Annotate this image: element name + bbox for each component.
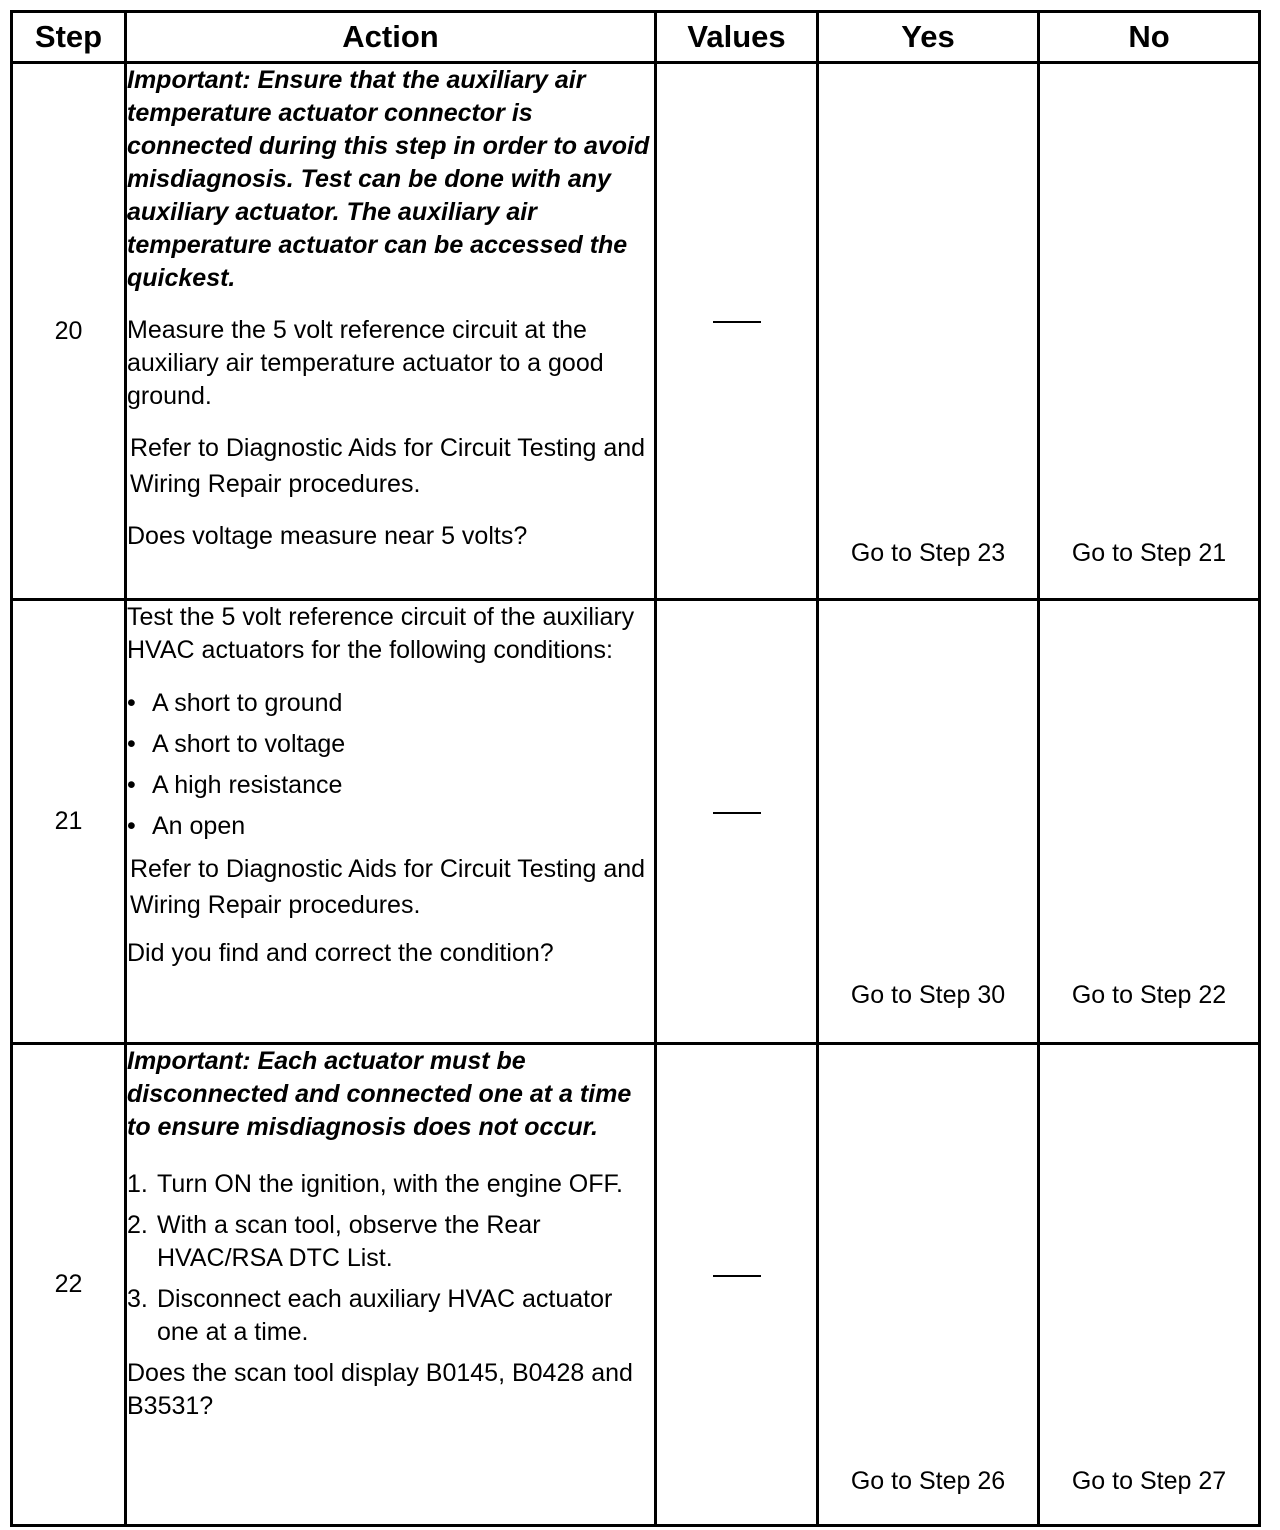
- instruction-text: Measure the 5 volt reference circuit at the auxiliary air temperature actuator to a good ground.: [127, 316, 604, 410]
- yes-go-to-step-link[interactable]: Go to Step 30: [850, 981, 1006, 1009]
- action-cell: [126, 63, 656, 600]
- no-cell: [1039, 63, 1260, 600]
- empty-value-dash: [713, 321, 761, 323]
- table-row: [12, 600, 1260, 1044]
- diagnostic-table: [10, 10, 1261, 1527]
- no-cell: [1039, 600, 1260, 1044]
- step-index: 3.: [127, 1285, 148, 1313]
- refer-text: Refer to Diagnostic Aids for Circuit Testing and Wiring Repair procedures.: [130, 434, 646, 498]
- important-note: Important: Ensure that the auxiliary air temperature actuator connector is connected during this step in order to avoid misdiagnosis. Test can be done with any auxiliary actuator. The auxiliary air temperature actuator can be accessed the quickest.: [127, 66, 650, 292]
- list-item: • A high resistance: [127, 769, 654, 802]
- action-cell: [126, 600, 656, 1044]
- step-index: 2.: [127, 1211, 148, 1239]
- header-action: Action: [126, 12, 656, 63]
- table-row: [12, 63, 1260, 600]
- header-no: No: [1039, 12, 1260, 63]
- step-text: With a scan tool, observe the Rear HVAC/RSA DTC List.: [157, 1211, 541, 1272]
- question-text: Does the scan tool display B0145, B0428 and B3531?: [127, 1359, 633, 1420]
- header-row: [12, 12, 1260, 63]
- step-text: Disconnect each auxiliary HVAC actuator one at a time.: [157, 1285, 613, 1346]
- header-yes: Yes: [818, 12, 1039, 63]
- instruction-text: Test the 5 volt reference circuit of the auxiliary HVAC actuators for the following conditions:: [127, 603, 635, 664]
- question-text: Does voltage measure near 5 volts?: [127, 522, 528, 550]
- step-index: 1.: [127, 1170, 148, 1198]
- step-number: 20: [12, 63, 126, 600]
- list-item: [127, 1283, 654, 1349]
- yes-cell: [818, 600, 1039, 1044]
- important-note: Important: Each actuator must be disconnected and connected one at a time to ensure misdiagnosis does not occur.: [127, 1047, 632, 1141]
- header-step: Step: [12, 12, 126, 63]
- no-go-to-step-link[interactable]: Go to Step 22: [1071, 981, 1227, 1009]
- list-item: [127, 1209, 654, 1275]
- empty-value-dash: [713, 812, 761, 814]
- empty-value-dash: [713, 1275, 761, 1277]
- refer-text: Refer to Diagnostic Aids for Circuit Testing and Wiring Repair procedures.: [130, 855, 646, 919]
- step-text: Turn ON the ignition, with the engine OFF.: [157, 1170, 623, 1198]
- step-number: 21: [12, 600, 126, 1044]
- values-cell: [656, 1044, 818, 1526]
- yes-cell: [818, 63, 1039, 600]
- yes-go-to-step-link[interactable]: Go to Step 26: [850, 1467, 1006, 1495]
- list-item: • A short to ground: [127, 687, 654, 720]
- no-cell: [1039, 1044, 1260, 1526]
- list-item: [127, 1168, 654, 1201]
- yes-cell: [818, 1044, 1039, 1526]
- no-go-to-step-link[interactable]: Go to Step 27: [1071, 1467, 1227, 1495]
- conditions-list: [127, 687, 654, 843]
- yes-go-to-step-link[interactable]: Go to Step 23: [850, 539, 1006, 567]
- step-number: 22: [12, 1044, 126, 1526]
- action-cell: [126, 1044, 656, 1526]
- values-cell: [656, 600, 818, 1044]
- header-values: Values: [656, 12, 818, 63]
- values-cell: [656, 63, 818, 600]
- table-row: [12, 1044, 1260, 1526]
- question-text: Did you find and correct the condition?: [127, 939, 554, 967]
- no-go-to-step-link[interactable]: Go to Step 21: [1071, 539, 1227, 567]
- procedure-steps: [127, 1168, 654, 1349]
- list-item: • A short to voltage: [127, 728, 654, 761]
- list-item: • An open: [127, 810, 654, 843]
